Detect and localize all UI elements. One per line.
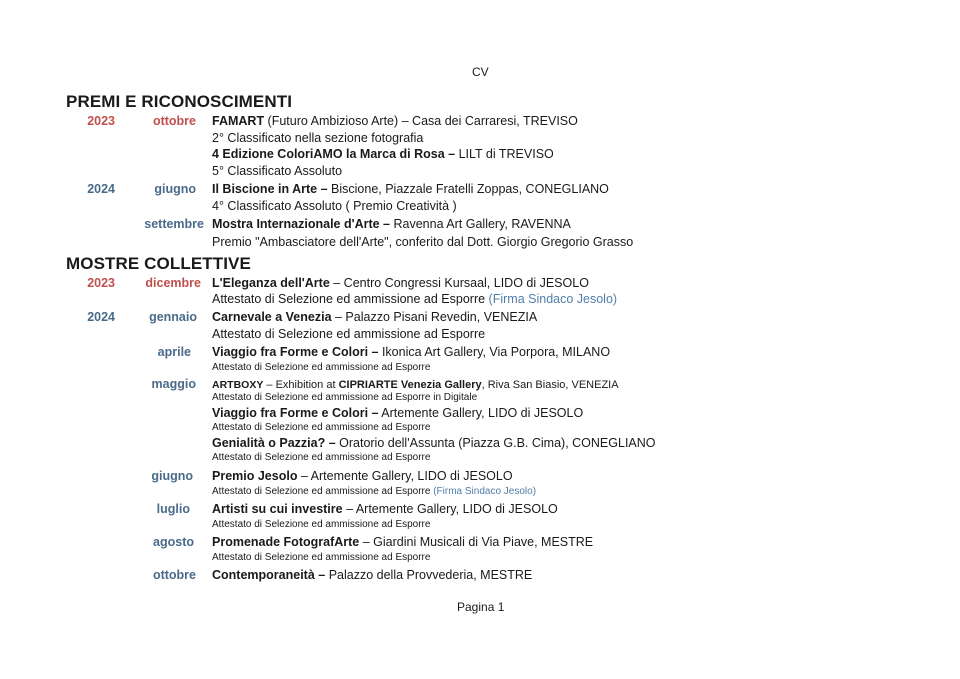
entry-title [212,502,558,516]
entry-location: Oratorio dell'Assunta (Piazza G.B. Cima), CONEGLIANO [335,436,656,450]
entry-gallery: CIPRIARTE Venezia Gallery [338,379,482,391]
entry-detail: 4° Classificato Assoluto ( Premio Creatività ) [212,199,457,213]
entry-detail: Premio "Ambasciatore dell'Arte", conferito dal Dott. Giorgio Gregorio Grasso [212,235,634,249]
month-label: luglio [156,502,190,516]
entry-name: Promenade FotografArte [212,535,360,549]
year-label: 2023 [87,114,115,128]
year-label: 2023 [87,276,115,290]
month-label: gennaio [149,310,197,324]
entry-name: ARTBOXY [212,379,264,391]
entry-name: Viaggio fra Forme e Colori – [212,345,379,359]
month-label: maggio [151,377,196,391]
entry-title [212,182,609,196]
entry-title [212,535,593,549]
entry-location: LILT di TREVISO [455,147,554,161]
entry-name: Il Biscione in Arte – [212,182,328,196]
entry-detail: Attestato di Selezione ed ammissione ad Esporre [212,362,431,373]
entry-detail [212,292,617,306]
entry-title [212,276,589,290]
year-label: 2024 [87,310,115,324]
entry-title [212,377,619,391]
entry-location: Artemente Gallery, LIDO di JESOLO [378,406,584,420]
entry-title [212,345,610,359]
entry-detail: 5° Classificato Assoluto [212,164,343,178]
entry-note: (Firma Sindaco Jesolo) [430,486,537,497]
entry-name: Genialità o Pazzia? – [212,436,336,450]
entry-detail [212,486,536,497]
entry-name: Contemporaneità – [212,568,326,582]
entry-location: – Artemente Gallery, LIDO di JESOLO [297,469,513,483]
document-header: CV [472,65,489,79]
entry-location: – Giardini Musicali di Via Piave, MESTRE [359,535,594,549]
entry-title [212,436,656,450]
entry-location: – Centro Congressi Kursaal, LIDO di JESOLO [329,276,589,290]
entry-name: Premio Jesolo [212,469,298,483]
entry-location: Biscione, Piazzale Fratelli Zoppas, CONEGLIANO [327,182,609,196]
month-label: ottobre [152,568,196,582]
entry-location: Palazzo della Provvederia, MESTRE [325,568,533,582]
entry-name: Artisti su cui investire [212,502,343,516]
month-label: agosto [153,535,194,549]
entry-detail: Attestato di Selezione ed ammissione ad Esporre [212,327,486,341]
entry-location: (Futuro Ambizioso Arte) – Casa dei Carraresi, TREVISO [264,114,578,128]
entry-detail: Attestato di Selezione ed ammissione ad Esporre [212,452,431,463]
year-label: 2024 [87,182,115,196]
entry-detail: Attestato di Selezione ed ammissione ad Esporre [212,519,431,530]
entry-name: Viaggio fra Forme e Colori – [212,406,379,420]
entry-note: (Firma Sindaco Jesolo) [485,292,618,306]
entry-detail: 2° Classificato nella sezione fotografia [212,131,424,145]
section-heading-mostre: MOSTRE COLLETTIVE [66,254,251,273]
entry-detail: Attestato di Selezione ed ammissione ad Esporre [212,552,431,563]
entry-location: , Riva San Biasio, VENEZIA [481,379,619,391]
section-heading-premi: PREMI E RICONOSCIMENTI [66,92,293,111]
page-number: Pagina 1 [457,600,505,614]
month-label: aprile [157,345,191,359]
entry-title [212,217,571,231]
entry-name: L'Eleganza dell'Arte [212,276,330,290]
entry-name: FAMART [212,114,265,128]
month-label: dicembre [145,276,201,290]
entry-subtitle: – Exhibition at [263,379,339,391]
entry-title [212,568,532,582]
month-label: giugno [151,469,193,483]
entry-detail-text: Attestato di Selezione ed ammissione ad Esporre [212,292,486,306]
entry-name: Mostra Internazionale d'Arte – [212,217,391,231]
entry-name: 4 Edizione ColoriAMO la Marca di Rosa – [212,147,456,161]
entry-title [212,114,578,128]
entry-location: Ravenna Art Gallery, RAVENNA [390,217,571,231]
month-label: settembre [144,217,204,231]
entry-location: – Artemente Gallery, LIDO di JESOLO [342,502,558,516]
month-label: ottobre [152,114,196,128]
entry-name: Carnevale a Venezia [212,310,332,324]
entry-location: Ikonica Art Gallery, Via Porpora, MILANO [378,345,611,359]
entry-detail: Attestato di Selezione ed ammissione ad Esporre [212,422,431,433]
entry-title [212,310,537,324]
entry-location: – Palazzo Pisani Revedin, VENEZIA [331,310,538,324]
entry-title [212,406,583,420]
entry-detail-text: Attestato di Selezione ed ammissione ad Esporre [212,486,431,497]
entry-detail: Attestato di Selezione ed ammissione ad Esporre in Digitale [212,392,478,403]
entry-title [212,147,554,161]
month-label: giugno [154,182,196,196]
entry-title [212,469,513,483]
